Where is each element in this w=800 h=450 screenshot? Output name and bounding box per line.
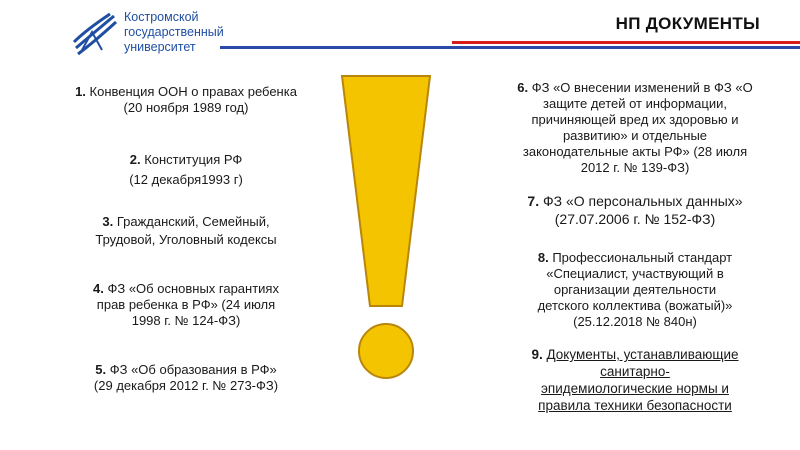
item-text: развитию» и отдельные [562,128,708,143]
item-text: Документы, устанавливающие [546,347,739,362]
page-title: НП ДОКУМЕНТЫ [615,14,760,33]
title-underline-blue [220,46,800,49]
university-emblem-icon [72,10,118,56]
document-item-1 [55,84,317,116]
item-text: (12 декабря1993 г) [129,172,243,187]
item-number: 7. [527,193,540,209]
item-number: 2. [129,152,141,167]
item-text: прав ребенка в РФ» (24 июля [96,297,276,312]
document-item-5 [55,362,317,394]
university-name-line-3: университет [124,40,196,54]
university-name-line-2: государственный [124,25,224,39]
item-text: ФЗ «Об основных гарантиях [107,281,279,296]
title-underline-red [452,41,800,44]
item-number: 9. [531,347,543,362]
exclamation-mark-icon [330,68,440,388]
item-text: эпидемиологические нормы и [541,381,729,396]
university-name-line-1: Костромской [124,10,199,24]
item-text: (25.12.2018 № 840н) [573,314,697,329]
item-text: причиняющей вред их здоровью и [531,112,739,127]
item-text: 2012 г. № 139-ФЗ) [580,160,690,175]
document-item-7 [490,192,780,228]
item-text: (20 ноября 1989 год) [123,100,249,115]
item-text: санитарно- [600,364,670,379]
item-text: Профессиональный стандарт [552,250,733,265]
item-text: организации деятельности [553,282,717,297]
item-text: (27.07.2006 г. № 152-ФЗ) [554,211,716,227]
item-number: 5. [95,362,107,377]
item-number: 1. [75,84,86,99]
document-item-9 [490,346,780,414]
item-text: Конвенция ООН о правах ребенка [89,84,297,99]
university-logo [72,10,252,60]
item-text: ФЗ «О персональных данных» [542,193,743,209]
item-text: ФЗ «О внесении изменений в ФЗ «О [531,80,753,95]
document-item-4 [55,281,317,329]
university-name [124,10,224,55]
item-number: 4. [93,281,104,296]
document-item-6 [490,80,780,176]
document-item-3 [55,214,317,248]
item-text: 1998 г. № 124-ФЗ) [131,313,241,328]
item-number: 8. [537,250,549,265]
item-text: Гражданский, Семейный, [116,214,270,229]
item-text: Трудовой, Уголовный кодексы [95,232,277,247]
item-text: «Специалист, участвующий в [546,266,724,281]
item-number: 3. [102,214,114,229]
document-item-8 [490,250,780,330]
item-text: детского коллектива (вожатый)» [537,298,733,313]
item-text: (29 декабря 2012 г. № 273-ФЗ) [93,378,279,393]
item-text: защите детей от информации, [543,96,727,111]
document-item-2 [55,152,317,188]
item-number: 6. [517,80,529,95]
item-text: законодательные акты РФ» (28 июля [522,144,748,159]
item-text: правила техники безопасности [538,398,732,413]
item-text: Конституция РФ [144,152,243,167]
item-text: ФЗ «Об образования в РФ» [109,362,277,377]
